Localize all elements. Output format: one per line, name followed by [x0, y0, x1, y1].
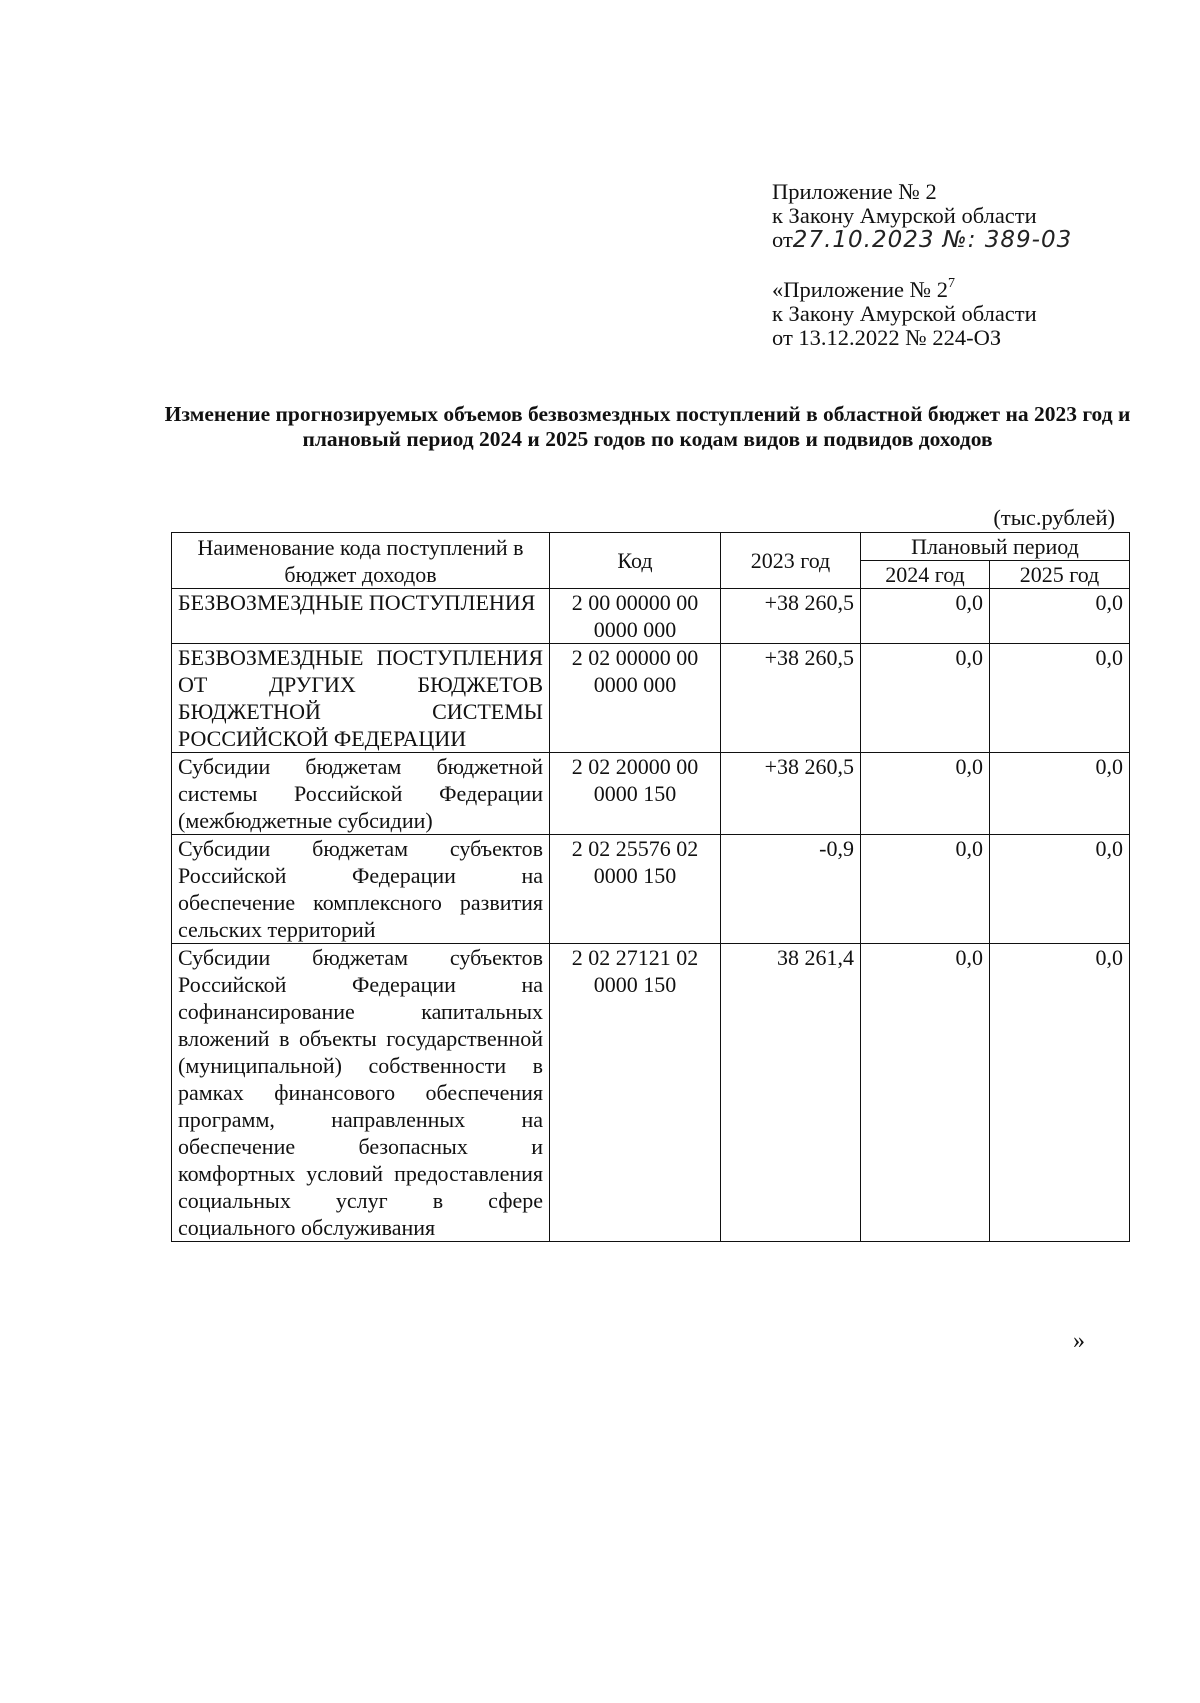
row-2023: +38 260,5 [721, 753, 861, 835]
table-row [172, 944, 1130, 1242]
row-2025: 0,0 [990, 835, 1130, 944]
header-2023: 2023 год [721, 533, 861, 589]
header-planned-period: Плановый период [861, 533, 1130, 561]
original-appendix-reference [772, 275, 1037, 350]
header-name: Наименование кода поступлений в бюджет доходов [172, 533, 550, 589]
closing-quote: » [1073, 1328, 1085, 1354]
header-2024: 2024 год [861, 561, 990, 589]
row-2023: +38 260,5 [721, 644, 861, 753]
row-code: 2 02 00000 00 0000 000 [550, 644, 721, 753]
table-row [172, 589, 1130, 644]
row-2024: 0,0 [861, 589, 990, 644]
row-name: БЕЗВОЗМЕЗДНЫЕ ПОСТУПЛЕНИЯ ОТ ДРУГИХ БЮДЖЕТОВ БЮДЖЕТНОЙ СИСТЕМЫ РОССИЙСКОЙ ФЕДЕРАЦИИ [172, 644, 550, 753]
row-code: 2 02 27121 02 0000 150 [550, 944, 721, 1242]
header-2025: 2025 год [990, 561, 1130, 589]
row-2025: 0,0 [990, 944, 1130, 1242]
revenue-table [171, 532, 1130, 1242]
appendix-reference [772, 180, 1072, 252]
handwritten-date-number: 27.10.2023 №: 389-03 [792, 227, 1073, 253]
row-2024: 0,0 [861, 753, 990, 835]
header-code: Код [550, 533, 721, 589]
appendix-date-line [772, 228, 1072, 252]
row-2023: 38 261,4 [721, 944, 861, 1242]
units-label: (тыс.рублей) [993, 505, 1115, 530]
row-code: 2 02 20000 00 0000 150 [550, 753, 721, 835]
row-2024: 0,0 [861, 835, 990, 944]
row-code: 2 00 00000 00 0000 000 [550, 589, 721, 644]
row-2023: +38 260,5 [721, 589, 861, 644]
row-name: Субсидии бюджетам субъектов Российской Федерации на софинансирование капитальных вложений в объекты государственной (муниципальной) собственности в рамках финансового обеспечения программ, направленных на обеспечение безопасных и комфортных условий предоставления социальных услуг в сфере социального обслуживания [172, 944, 550, 1242]
original-appendix-number-text: «Приложение № 2 [772, 277, 948, 302]
table-row [172, 753, 1130, 835]
row-2025: 0,0 [990, 753, 1130, 835]
appendix-number: Приложение № 2 [772, 179, 937, 204]
original-appendix-number [772, 275, 1037, 302]
row-2025: 0,0 [990, 644, 1130, 753]
document-title: Изменение прогнозируемых объемов безвозмездных поступлений в областной бюджет на 2023 год и плановый период 2024 и 2025 годов по кодам видов и подвидов доходов [164, 402, 1131, 451]
row-2025: 0,0 [990, 589, 1130, 644]
table-header-row [172, 533, 1130, 561]
original-appendix-law-reference: к Закону Амурской области [772, 301, 1037, 326]
row-2024: 0,0 [861, 944, 990, 1242]
original-appendix-date-line: от 13.12.2022 № 224-ОЗ [772, 325, 1002, 350]
original-appendix-superscript: 7 [947, 275, 955, 291]
table-row [172, 644, 1130, 753]
row-name: БЕЗВОЗМЕЗДНЫЕ ПОСТУПЛЕНИЯ [172, 589, 550, 644]
row-name: Субсидии бюджетам субъектов Российской Федерации на обеспечение комплексного развития сельских территорий [172, 835, 550, 944]
row-code: 2 02 25576 02 0000 150 [550, 835, 721, 944]
row-name: Субсидии бюджетам бюджетной системы Российской Федерации (межбюджетные субсидии) [172, 753, 550, 835]
row-2023: -0,9 [721, 835, 861, 944]
appendix-date-prefix: от [772, 227, 793, 252]
table-row [172, 835, 1130, 944]
appendix-law-reference: к Закону Амурской области [772, 203, 1037, 228]
row-2024: 0,0 [861, 644, 990, 753]
